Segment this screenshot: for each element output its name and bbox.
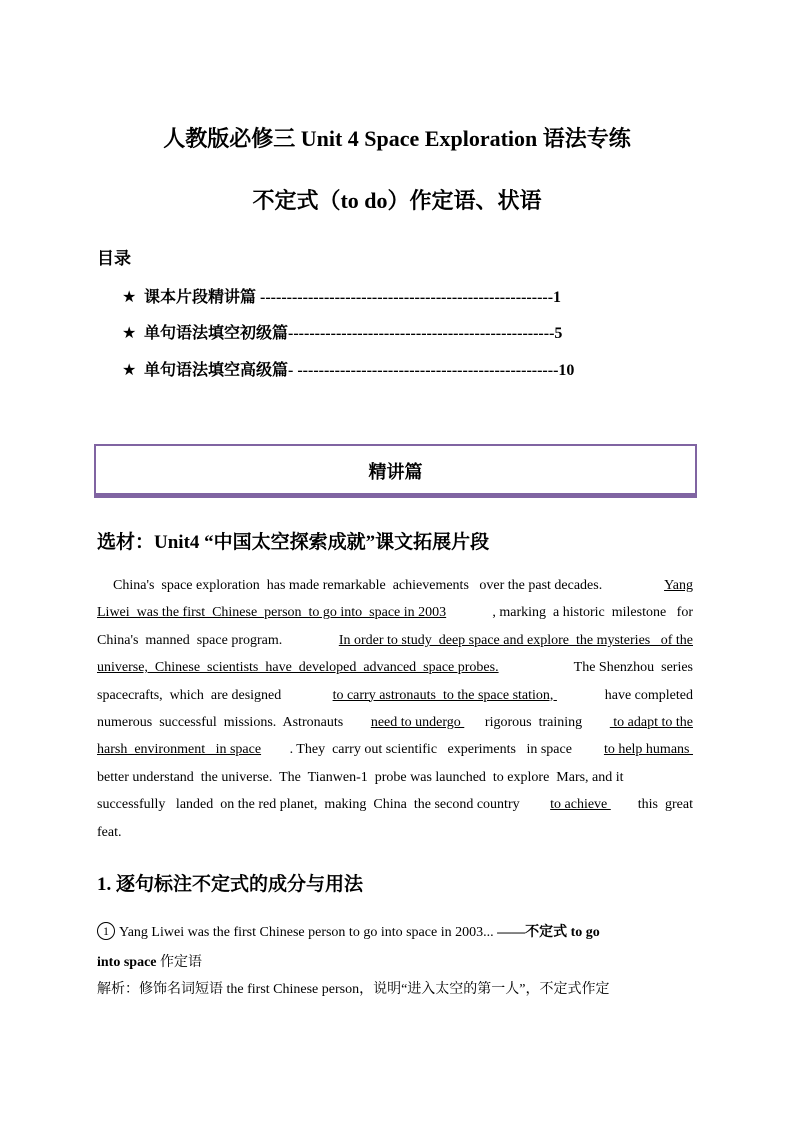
passage-line [97,709,693,736]
passage-text: better understand the universe. The Tianwen-1 probe was launched to explore Mars, and it [97,769,624,785]
underlined-phrase: universe, Chinese scientists have developed advanced space probes. [97,660,499,676]
star-icon: ★ [122,325,137,342]
exercise-heading: 1. 逐句标注不定式的成分与用法 [97,874,364,895]
underlined-phrase: to adapt to the [609,714,693,730]
underlined-phrase: In order to study deep space and explore the mysteries of the [338,632,693,648]
example-phrase: into space [97,955,157,970]
passage-text: successfully landed on the red planet, making China the second country [97,797,527,813]
example-role: 作定语 [156,955,202,970]
section-box-label: 精讲篇 [368,462,423,482]
underlined-phrase: to achieve [550,797,611,813]
section-title-box [94,444,697,498]
toc-item-label: 单句语法填空初级篇--------------------------------------------------5 [144,325,563,342]
passage-line [97,764,693,791]
passage-text: China's manned space program. [97,632,290,648]
toc-item[interactable] [122,284,561,307]
example-dash: ——不定式 [493,925,571,940]
star-icon: ★ [122,289,137,306]
passage-text: . They carry out scientific experiments in space [289,742,576,758]
passage-line [97,654,693,681]
example-phrase: to go [570,925,600,940]
star-icon: ★ [122,362,137,379]
analysis-text: 解析：修饰名词短语 the first Chinese person，说明“进入太空的第一人”，不定式作定 [97,982,610,997]
underlined-phrase: harsh environment in space [97,742,262,758]
toc-item[interactable] [122,357,574,380]
passage [97,572,693,846]
toc-item-label: 单句语法填空高级篇- -------------------------------------------------10 [144,362,575,379]
passage-text: spacecrafts, which are designed [97,687,289,703]
passage-line [97,627,693,654]
passage-line [97,572,693,599]
passage-line [97,736,693,763]
passage-text: numerous successful missions. Astronauts [97,714,351,730]
passage-text: have completed [601,687,693,703]
example-text: Yang Liwei was the first Chinese person to go into space in 2003... [119,925,494,940]
circled-number: 1 [97,922,115,940]
passage-text: this great [634,797,693,813]
underlined-phrase: Yang [664,578,693,593]
passage-text: feat. [97,824,122,840]
passage-text: The Shenzhou series [570,660,693,676]
toc-heading: 目录 [97,249,131,268]
material-heading: 选材：Unit4 “中国太空探索成就”课文拓展片段 [97,532,490,553]
underlined-phrase: Liwei was the first Chinese person to go into space in 2003 [97,605,447,621]
toc-item-label: 课本片段精讲篇 -------------------------------------------------------1 [144,289,562,306]
underlined-phrase: to help humans [603,742,693,758]
passage-line [97,599,693,626]
passage-text: rigorous training [484,714,590,730]
example-sentence [97,918,693,978]
passage-text: , marking a historic milestone for [492,605,693,621]
passage-text: China's space exploration has made remarkable achievements over the past decades. [113,578,606,593]
document-title: 人教版必修三 Unit 4 Space Exploration 语法专练 [163,126,631,151]
toc-item[interactable] [122,320,562,343]
document-subtitle: 不定式（to do）作定语、状语 [252,188,542,213]
underlined-phrase: to carry astronauts to the space station, [332,687,557,703]
passage-line [97,791,693,818]
underlined-phrase: need to undergo [370,714,465,730]
passage-line [97,819,693,846]
passage-line [97,682,693,709]
